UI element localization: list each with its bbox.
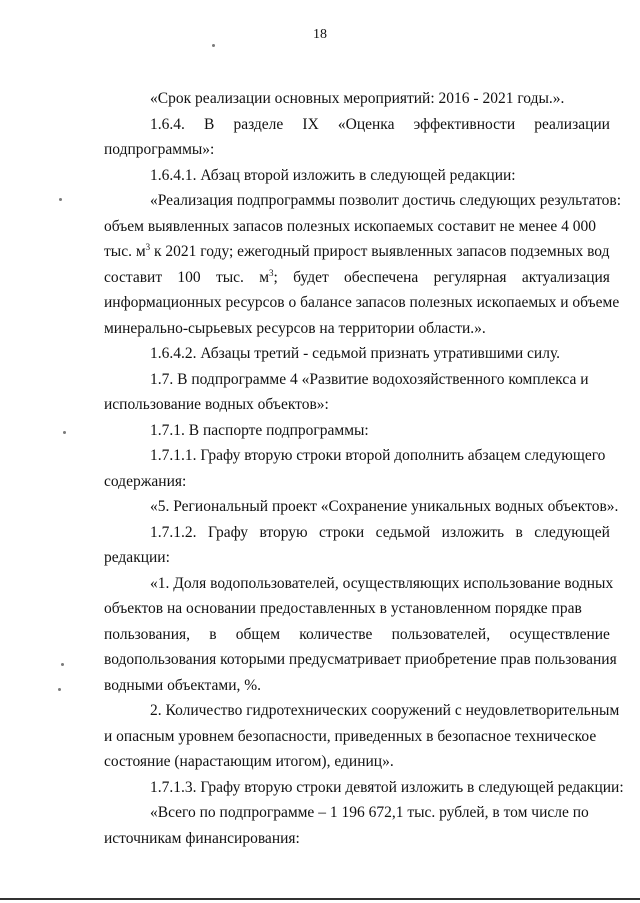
text-line: водными объектами, %. [104,676,262,694]
text-line: 2. Количество гидротехнических сооружений с неудовлетворительным [150,702,620,719]
text-line: содержания: [104,472,187,490]
word: общем [235,625,281,643]
text-line: 1.7.1. В паспорте подпрограммы: [150,421,369,439]
word-with-superscript [259,265,278,291]
word: пользователей, [391,625,491,643]
word: строки [319,523,365,541]
word: в [209,625,217,643]
paragraph-1-7-1-1 [104,443,610,494]
text-line [104,265,610,291]
scan-speck [61,663,64,666]
word: актуализация [521,268,610,286]
word: пользования, [104,625,191,643]
word: Графу [207,523,248,541]
word: вторую [259,523,308,541]
text-line: «1. Доля водопользователей, осуществляющих использование водных [150,574,614,592]
word: реализации [534,115,610,133]
word: «Оценка [337,115,395,133]
text-line: «5. Региональный проект «Сохранение уникальных водных объектов». [150,498,619,515]
word: эффективности [413,115,516,133]
word: следующей [534,523,610,541]
text-line [104,622,610,648]
word: составит [104,268,163,286]
word: В [203,115,215,133]
word: 1.6.4. [150,115,185,133]
paragraph-1-7-1-3 [104,775,624,801]
scan-speck [59,198,62,201]
word: регулярная [433,268,507,286]
text-line: водопользования которыми предусматривает приобретение прав пользования [104,651,617,668]
word: будет [293,268,329,286]
paragraph-1-6-4 [104,112,610,163]
text-line: «Всего по подпрограмме – 1 196 672,1 тыс. рублей, в том числе по [150,804,589,821]
text-line: объем выявленных запасов полезных ископаемых составит не менее 4 000 [104,217,597,235]
paragraph-funding [104,800,610,851]
text-fragment: к 2021 году; ежегодный прирост выявленных запасов подземных вод [150,243,610,260]
text-line: информационных ресурсов о балансе запасов полезных ископаемых и объеме [104,294,620,311]
word: в [515,523,523,541]
word: обеспечена [344,268,419,286]
paragraph-deadline [104,86,610,112]
text-line [104,520,610,546]
paragraph-1-7-1 [104,418,610,444]
text-line: «Срок реализации основных мероприятий: 2016 - 2021 годы.». [150,90,565,107]
text-line: подпрограммы»: [104,141,215,158]
word: 1.7.1.2. [150,523,197,541]
word: седьмой [375,523,431,541]
text-fragment: м [259,268,270,286]
page-bottom-edge [0,898,640,900]
word: разделе [233,115,284,133]
paragraph-results [104,188,622,341]
text-fragment: тыс. м [104,243,146,260]
paragraph-indicator-1 [104,571,617,699]
text-line: и опасным уровнем безопасности, приведенных в безопасное техническое [104,727,597,745]
page-number: 18 [313,27,327,42]
text-line: минерально-сырьевых ресурсов на территории области.». [104,319,486,337]
paragraph-1-6-4-2 [104,341,610,367]
paragraph-1-7 [104,367,610,418]
text-line [104,239,610,265]
document-body [104,86,624,851]
paragraph-1-6-4-1 [104,163,610,189]
word: количестве [299,625,373,643]
text-line: 1.6.4.2. Абзацы третий - седьмой признать утратившими силу. [150,345,561,362]
text-line: объектов на основании предоставленных в установленном порядке прав [104,600,582,617]
text-line: 1.7.1.1. Графу вторую строки второй дополнить абзацем следующего [150,447,606,464]
scan-speck [212,44,215,47]
paragraph-indicator-2 [104,698,620,775]
text-line: источникам финансирования: [104,829,300,847]
superscript: 3 [269,267,274,278]
text-line: использование водных объектов»: [104,396,329,413]
word: IX [302,115,319,133]
paragraph-regional-project [104,494,619,520]
text-line: 1.6.4.1. Абзац второй изложить в следующей редакции: [150,166,516,184]
text-line: 1.7. В подпрограмме 4 «Развитие водохозяйственного комплекса и [150,370,589,388]
superscript: 3 [145,241,151,252]
word: осуществление [509,625,610,643]
scan-speck [58,688,61,691]
word: 100 [177,268,201,286]
text-line: состояние (нарастающим итогом), единиц». [104,753,394,770]
text-line: «Реализация подпрограммы позволит достичь следующих результатов: [150,192,622,209]
text-line [104,112,610,138]
text-line: 1.7.1.3. Графу вторую строки девятой изложить в следующей редакции: [150,778,624,796]
paragraph-1-7-1-2 [104,520,610,571]
word: изложить [441,523,505,541]
text-fragment: ; [273,268,278,286]
scan-speck [63,431,66,434]
text-line: редакции: [104,549,170,566]
word: тыс. [215,268,244,286]
